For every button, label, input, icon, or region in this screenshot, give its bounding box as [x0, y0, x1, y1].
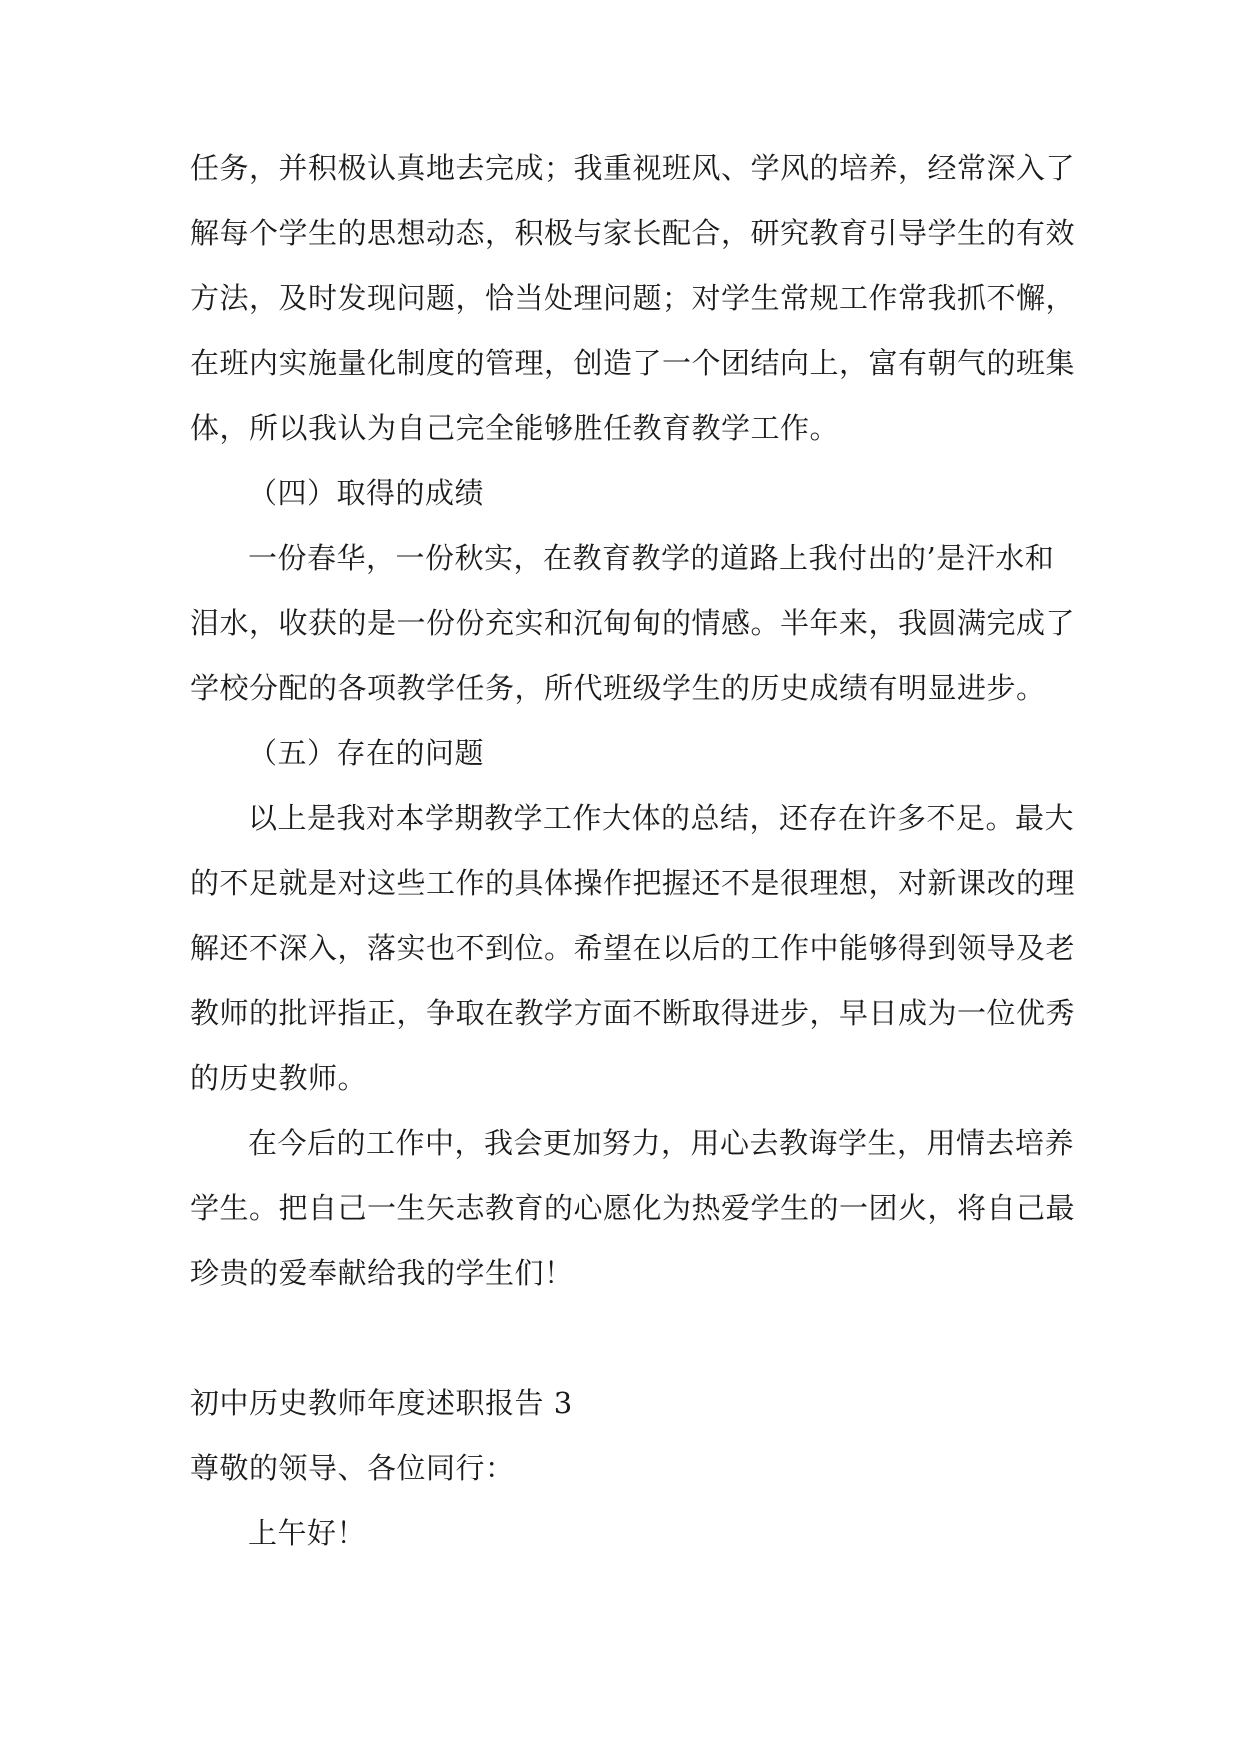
- section-heading: （五）存在的问题: [248, 736, 485, 770]
- salutation: 尊敬的领导、各位同行：: [190, 1451, 515, 1485]
- paragraph-line: 任务，并积极认真地去完成；我重视班风、学风的培养，经常深入了: [190, 151, 1076, 185]
- paragraph-line: 方法，及时发现问题，恰当处理问题；对学生常规工作常我抓不懈，: [190, 281, 1076, 315]
- paragraph-line: 的不足就是对这些工作的具体操作把握还不是很理想，对新课改的理: [190, 866, 1076, 900]
- greeting: 上午好！: [248, 1516, 367, 1550]
- paragraph-line: 一份春华，一份秋实，在教育教学的道路上我付出的’是汗水和: [248, 541, 1055, 575]
- paragraph-line: 解每个学生的思想动态，积极与家长配合，研究教育引导学生的有效: [190, 216, 1076, 250]
- paragraph-line: 泪水，收获的是一份份充实和沉甸甸的情感。半年来，我圆满完成了: [190, 606, 1076, 640]
- paragraph-line: 在今后的工作中，我会更加努力，用心去教诲学生，用情去培养: [248, 1126, 1075, 1160]
- paragraph-line: 的历史教师。: [190, 1061, 368, 1095]
- paragraph-line: 教师的批评指正，争取在教学方面不断取得进步，早日成为一位优秀: [190, 996, 1076, 1030]
- paragraph-line: 珍贵的爱奉献给我的学生们！: [190, 1256, 574, 1290]
- paragraph-line: 解还不深入，落实也不到位。希望在以后的工作中能够得到领导及老: [190, 931, 1076, 965]
- report-title: 初中历史教师年度述职报告 3: [190, 1386, 573, 1420]
- paragraph-line: 体，所以我认为自己完全能够胜任教育教学工作。: [190, 411, 840, 445]
- paragraph-line: 学校分配的各项教学任务，所代班级学生的历史成绩有明显进步。: [190, 671, 1046, 705]
- paragraph-line: 在班内实施量化制度的管理，创造了一个团结向上，富有朝气的班集: [190, 346, 1076, 380]
- paragraph-line: 学生。把自己一生矢志教育的心愿化为热爱学生的一团火，将自己最: [190, 1191, 1076, 1225]
- section-heading: （四）取得的成绩: [248, 476, 485, 510]
- paragraph-line: 以上是我对本学期教学工作大体的总结，还存在许多不足。最大: [248, 801, 1075, 835]
